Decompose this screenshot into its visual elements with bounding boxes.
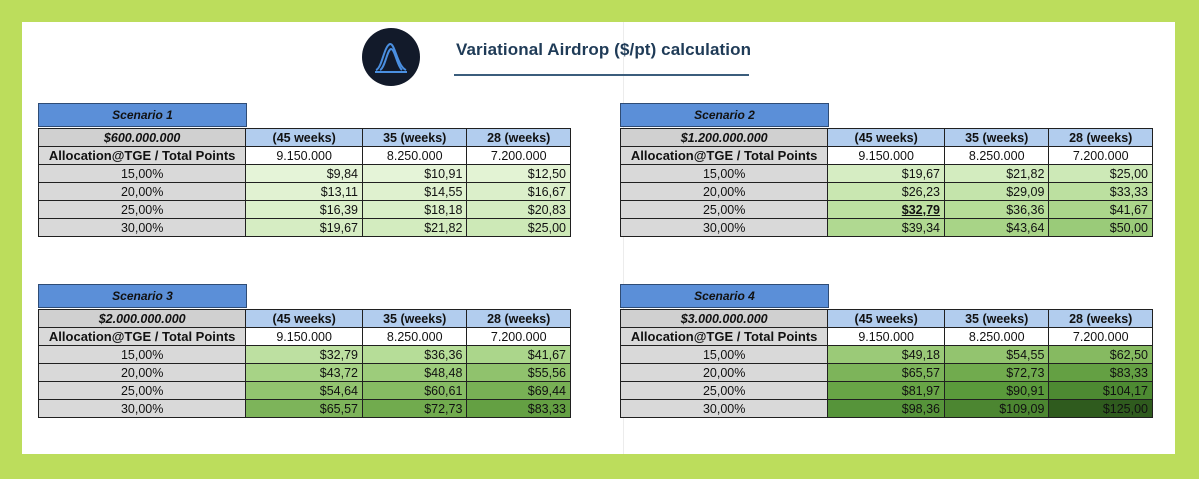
header-row <box>39 310 571 328</box>
price-per-point-cell: $13,11 <box>246 183 363 201</box>
total-points-cell: 7.200.000 <box>1049 328 1153 346</box>
column-header: 28 (weeks) <box>1049 129 1153 147</box>
table-row <box>621 346 1153 364</box>
price-per-point-cell: $54,55 <box>945 346 1049 364</box>
price-per-point-cell: $72,73 <box>363 400 467 418</box>
column-header: 28 (weeks) <box>1049 310 1153 328</box>
total-points-cell: 9.150.000 <box>828 147 945 165</box>
price-per-point-cell: $83,33 <box>467 400 571 418</box>
price-per-point-cell: $55,56 <box>467 364 571 382</box>
total-points-cell: 9.150.000 <box>246 328 363 346</box>
total-points-cell: 9.150.000 <box>246 147 363 165</box>
allocation-percent: 25,00% <box>621 201 828 219</box>
table-row <box>621 400 1153 418</box>
allocation-percent: 25,00% <box>39 382 246 400</box>
column-header: (45 weeks) <box>828 129 945 147</box>
price-per-point-cell: $20,83 <box>467 201 571 219</box>
column-header: 35 (weeks) <box>945 310 1049 328</box>
points-row <box>621 147 1153 165</box>
scenario-table <box>620 128 1153 237</box>
total-points-cell: 9.150.000 <box>828 328 945 346</box>
total-points-cell: 7.200.000 <box>1049 147 1153 165</box>
spreadsheet-sheet <box>22 22 1175 454</box>
price-per-point-cell: $83,33 <box>1049 364 1153 382</box>
allocation-percent: 30,00% <box>621 400 828 418</box>
price-per-point-cell: $98,36 <box>828 400 945 418</box>
table-row <box>621 201 1153 219</box>
price-per-point-cell: $69,44 <box>467 382 571 400</box>
title-underline <box>454 74 749 76</box>
price-per-point-cell: $43,72 <box>246 364 363 382</box>
allocation-percent: 25,00% <box>621 382 828 400</box>
scenario-name: Scenario 4 <box>620 284 829 308</box>
table-row <box>621 364 1153 382</box>
header-row <box>39 129 571 147</box>
total-points-cell: 8.250.000 <box>363 328 467 346</box>
price-per-point-cell: $109,09 <box>945 400 1049 418</box>
allocation-percent: 15,00% <box>39 165 246 183</box>
price-per-point-cell: $21,82 <box>363 219 467 237</box>
price-per-point-cell: $72,73 <box>945 364 1049 382</box>
allocation-label: Allocation@TGE / Total Points <box>621 328 828 346</box>
header-row <box>621 129 1153 147</box>
price-per-point-cell: $125,00 <box>1049 400 1153 418</box>
price-per-point-cell: $81,97 <box>828 382 945 400</box>
total-points-cell: 7.200.000 <box>467 147 571 165</box>
allocation-label: Allocation@TGE / Total Points <box>39 147 246 165</box>
page-title: Variational Airdrop ($/pt) calculation <box>456 40 752 59</box>
price-per-point-cell: $104,17 <box>1049 382 1153 400</box>
scenario-amount: $3.000.000.000 <box>621 310 828 328</box>
points-row <box>621 328 1153 346</box>
allocation-percent: 30,00% <box>39 400 246 418</box>
points-row <box>39 328 571 346</box>
table-row <box>39 400 571 418</box>
price-per-point-cell: $65,57 <box>828 364 945 382</box>
price-per-point-cell: $32,79 <box>246 346 363 364</box>
price-per-point-cell: $41,67 <box>467 346 571 364</box>
price-per-point-cell: $43,64 <box>945 219 1049 237</box>
price-per-point-cell: $14,55 <box>363 183 467 201</box>
scenario-block-4 <box>604 284 1153 433</box>
allocation-percent: 20,00% <box>39 183 246 201</box>
allocation-percent: 15,00% <box>621 346 828 364</box>
price-per-point-cell: $41,67 <box>1049 201 1153 219</box>
price-per-point-cell: $33,33 <box>1049 183 1153 201</box>
price-per-point-cell: $25,00 <box>1049 165 1153 183</box>
allocation-percent: 20,00% <box>39 364 246 382</box>
price-per-point-cell: $48,48 <box>363 364 467 382</box>
price-per-point-cell: $60,61 <box>363 382 467 400</box>
price-per-point-cell: $26,23 <box>828 183 945 201</box>
total-points-cell: 8.250.000 <box>945 328 1049 346</box>
scenario-amount: $2.000.000.000 <box>39 310 246 328</box>
price-per-point-cell: $36,36 <box>945 201 1049 219</box>
scenario-name: Scenario 1 <box>38 103 247 127</box>
price-per-point-cell: $49,18 <box>828 346 945 364</box>
price-per-point-cell: $29,09 <box>945 183 1049 201</box>
column-header: (45 weeks) <box>246 129 363 147</box>
price-per-point-cell: $19,67 <box>828 165 945 183</box>
price-per-point-cell: $36,36 <box>363 346 467 364</box>
total-points-cell: 7.200.000 <box>467 328 571 346</box>
price-per-point-cell: $25,00 <box>467 219 571 237</box>
scenario-name: Scenario 3 <box>38 284 247 308</box>
price-per-point-cell: $32,79 <box>828 201 945 219</box>
scenario-block-3 <box>22 284 571 433</box>
table-row <box>39 183 571 201</box>
points-row <box>39 147 571 165</box>
price-per-point-cell: $12,50 <box>467 165 571 183</box>
table-row <box>39 364 571 382</box>
table-row <box>39 165 571 183</box>
allocation-percent: 20,00% <box>621 183 828 201</box>
table-row <box>39 201 571 219</box>
allocation-percent: 25,00% <box>39 201 246 219</box>
scenario-table <box>38 309 571 418</box>
price-per-point-cell: $65,57 <box>246 400 363 418</box>
price-per-point-cell: $21,82 <box>945 165 1049 183</box>
column-header: (45 weeks) <box>246 310 363 328</box>
price-per-point-cell: $16,39 <box>246 201 363 219</box>
table-row <box>621 382 1153 400</box>
price-per-point-cell: $19,67 <box>246 219 363 237</box>
total-points-cell: 8.250.000 <box>945 147 1049 165</box>
allocation-percent: 15,00% <box>621 165 828 183</box>
price-per-point-cell: $18,18 <box>363 201 467 219</box>
allocation-percent: 15,00% <box>39 346 246 364</box>
scenario-table <box>620 309 1153 418</box>
allocation-label: Allocation@TGE / Total Points <box>39 328 246 346</box>
table-row <box>39 382 571 400</box>
price-per-point-cell: $62,50 <box>1049 346 1153 364</box>
column-header: 35 (weeks) <box>945 129 1049 147</box>
column-header: 28 (weeks) <box>467 129 571 147</box>
price-per-point-cell: $9,84 <box>246 165 363 183</box>
column-header: 35 (weeks) <box>363 310 467 328</box>
scenario-name: Scenario 2 <box>620 103 829 127</box>
scenario-table <box>38 128 571 237</box>
price-per-point-cell: $10,91 <box>363 165 467 183</box>
variational-logo-icon <box>362 28 420 86</box>
price-per-point-cell: $16,67 <box>467 183 571 201</box>
scenario-block-2 <box>604 103 1153 252</box>
table-row <box>39 346 571 364</box>
allocation-percent: 30,00% <box>39 219 246 237</box>
scenario-block-1 <box>22 103 571 252</box>
scenario-amount: $600.000.000 <box>39 129 246 147</box>
table-row <box>39 219 571 237</box>
allocation-percent: 30,00% <box>621 219 828 237</box>
price-per-point-cell: $54,64 <box>246 382 363 400</box>
price-per-point-cell: $90,91 <box>945 382 1049 400</box>
table-row <box>621 183 1153 201</box>
column-header: 28 (weeks) <box>467 310 571 328</box>
table-row <box>621 219 1153 237</box>
allocation-percent: 20,00% <box>621 364 828 382</box>
column-header: 35 (weeks) <box>363 129 467 147</box>
price-per-point-cell: $39,34 <box>828 219 945 237</box>
allocation-label: Allocation@TGE / Total Points <box>621 147 828 165</box>
total-points-cell: 8.250.000 <box>363 147 467 165</box>
price-per-point-cell: $50,00 <box>1049 219 1153 237</box>
table-row <box>621 165 1153 183</box>
header-row <box>621 310 1153 328</box>
scenario-amount: $1.200.000.000 <box>621 129 828 147</box>
column-header: (45 weeks) <box>828 310 945 328</box>
